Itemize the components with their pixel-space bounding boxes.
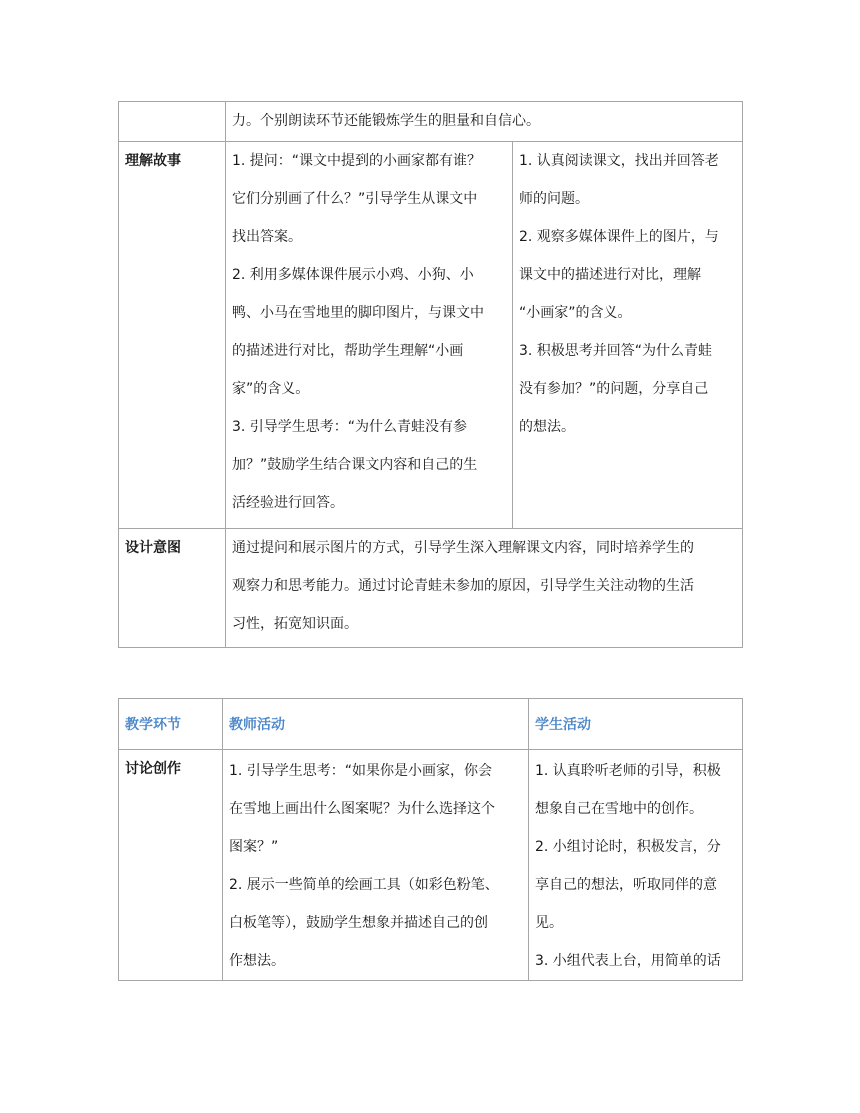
- row-label: 讨论创作: [119, 750, 223, 981]
- header-student-activity: 学生活动: [529, 699, 743, 750]
- text-line: 师的问题。: [519, 191, 589, 207]
- row-label: 理解故事: [119, 142, 226, 529]
- text-line: 2. 利用多媒体课件展示小鸡、小狗、小: [232, 267, 474, 283]
- text-line: 3. 小组代表上台，用简单的话: [535, 953, 721, 969]
- student-activity-cell: [513, 142, 743, 529]
- text-line: 家”的含义。: [232, 381, 310, 397]
- table-row: [119, 750, 743, 981]
- lesson-table-2: [118, 698, 743, 981]
- text-line: 3. 积极思考并回答“为什么青蛙: [519, 343, 713, 359]
- text-line: 的描述进行对比，帮助学生理解“小画: [232, 343, 464, 359]
- header-stage: 教学环节: [119, 699, 223, 750]
- text-line: 3. 引导学生思考：“为什么青蛙没有参: [232, 419, 468, 435]
- table-row: [119, 142, 743, 529]
- text-line: 作想法。: [229, 953, 285, 969]
- table-row: [119, 102, 743, 142]
- text-line: 在雪地上画出什么图案呢？为什么选择这个: [229, 801, 495, 817]
- lesson-table-1: [118, 101, 743, 648]
- text-line: 想象自己在雪地中的创作。: [535, 801, 703, 817]
- text-line: 的想法。: [519, 419, 575, 435]
- design-intent-label: 设计意图: [119, 529, 226, 648]
- text-line: 没有参加？”的问题，分享自己: [519, 381, 709, 397]
- text-line: 1. 认真聆听老师的引导，积极: [535, 763, 721, 779]
- text-line: 鸭、小马在雪地里的脚印图片，与课文中: [232, 305, 484, 321]
- text-line: 2. 观察多媒体课件上的图片，与: [519, 229, 719, 245]
- text-line: 1. 提问：“课文中提到的小画家都有谁？: [232, 153, 482, 169]
- teacher-activity-cell: [226, 142, 513, 529]
- text-line: 见。: [535, 915, 563, 931]
- header-teacher-activity: 教师活动: [223, 699, 529, 750]
- text-line: 它们分别画了什么？”引导学生从课文中: [232, 191, 478, 207]
- text-line: 2. 小组讨论时，积极发言，分: [535, 839, 721, 855]
- teacher-activity-cell: [223, 750, 529, 981]
- table-cell-empty: [119, 102, 226, 142]
- text-line: 白板笔等），鼓励学生想象并描述自己的创: [229, 915, 488, 931]
- text-line: 观察力和思考能力。通过讨论青蛙未参加的原因，引导学生关注动物的生活: [232, 578, 694, 594]
- text-line: 课文中的描述进行对比，理解: [519, 267, 701, 283]
- continuation-cell: [226, 102, 743, 142]
- text-line: 活经验进行回答。: [232, 495, 344, 511]
- text-line: 图案？”: [229, 839, 279, 855]
- text-line: 享自己的想法，听取同伴的意: [535, 877, 717, 893]
- text-line: 1. 引导学生思考：“如果你是小画家，你会: [229, 763, 493, 779]
- text-line: 2. 展示一些简单的绘画工具（如彩色粉笔、: [229, 877, 499, 893]
- student-activity-cell: [529, 750, 743, 981]
- text-line: “小画家”的含义。: [519, 305, 632, 321]
- table-row: [119, 529, 743, 648]
- continuation-text: 力。个别朗读环节还能锻炼学生的胆量和自信心。: [232, 113, 540, 129]
- text-line: 找出答案。: [232, 229, 302, 245]
- text-line: 加？”鼓励学生结合课文内容和自己的生: [232, 457, 478, 473]
- text-line: 习性，拓宽知识面。: [232, 616, 358, 632]
- design-intent-cell: [226, 529, 743, 648]
- text-line: 1. 认真阅读课文，找出并回答老: [519, 153, 719, 169]
- table-header-row: [119, 699, 743, 750]
- text-line: 通过提问和展示图片的方式，引导学生深入理解课文内容，同时培养学生的: [232, 540, 694, 556]
